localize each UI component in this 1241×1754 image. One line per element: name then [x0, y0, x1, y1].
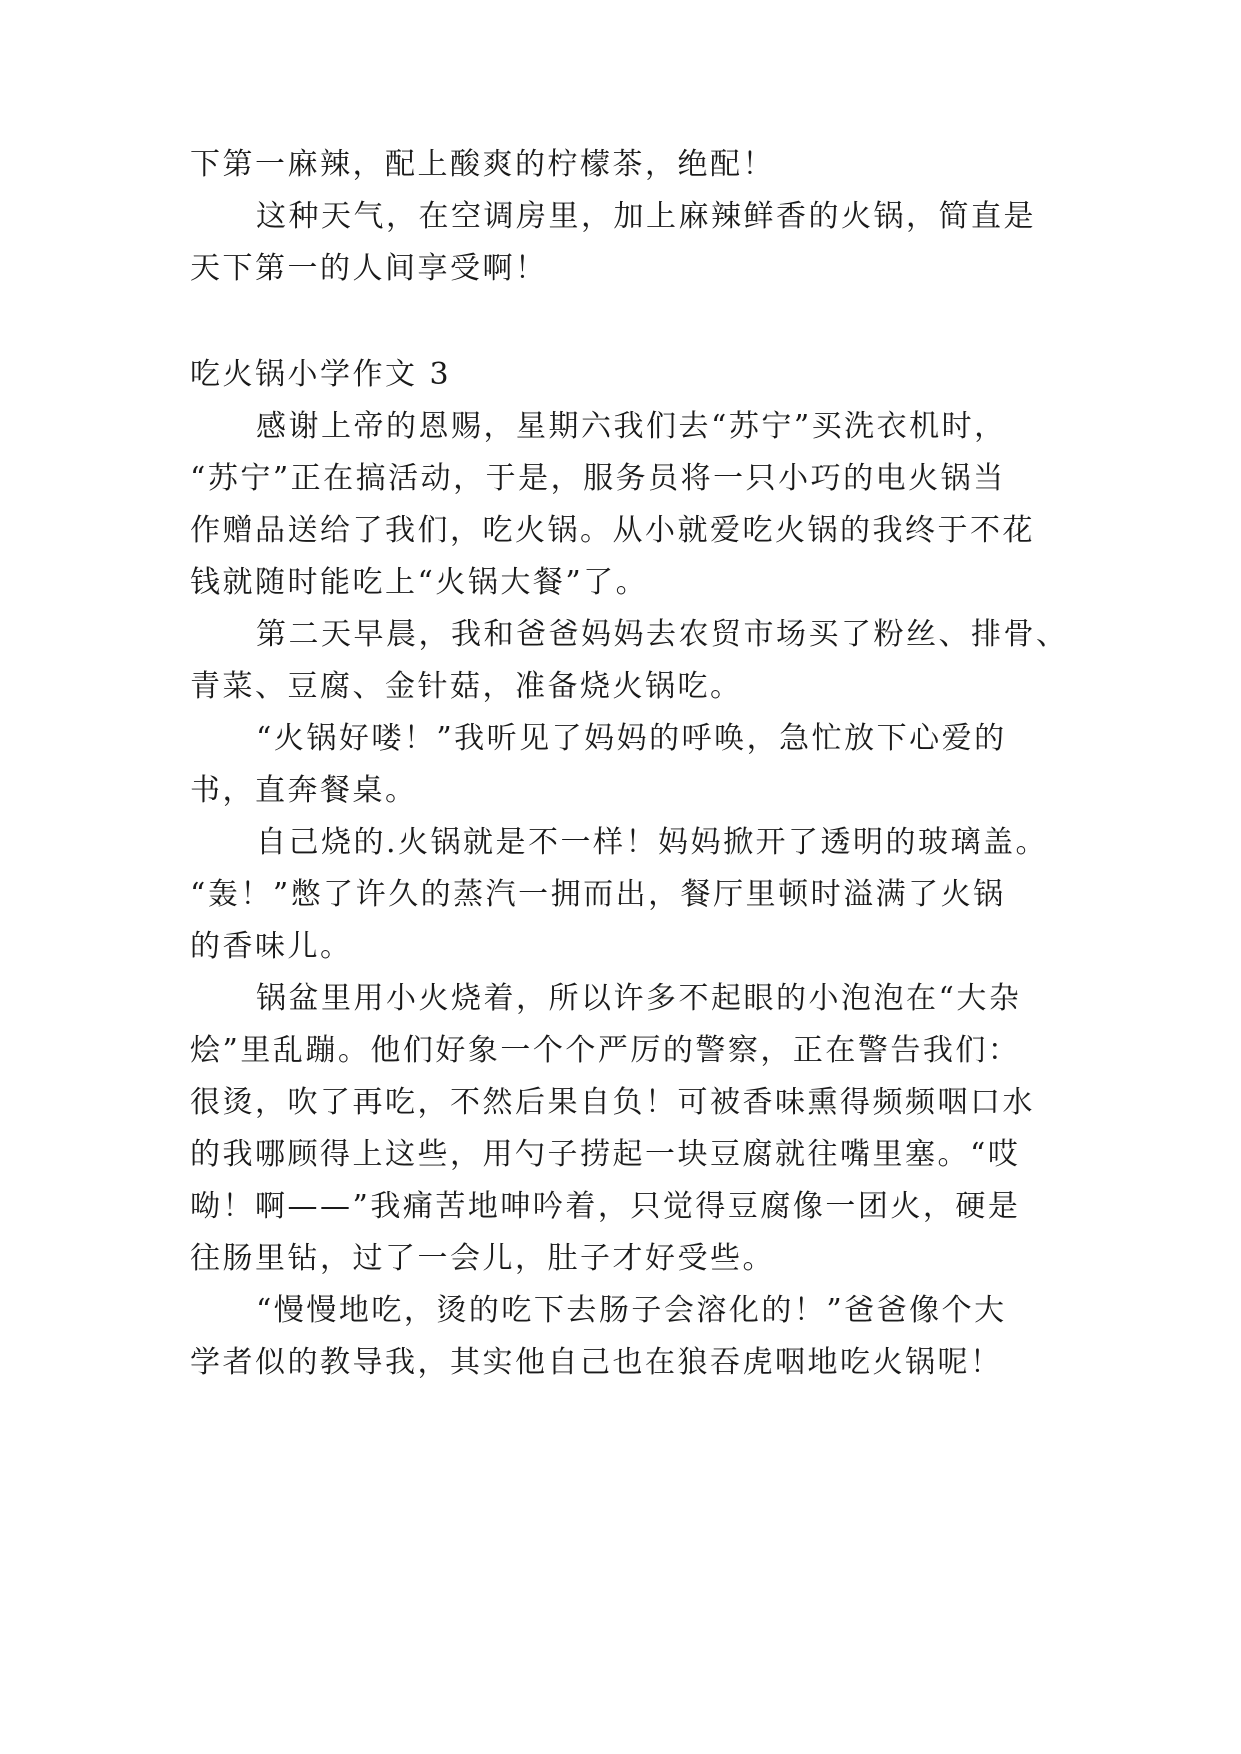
text-line: 下第一麻辣，配上酸爽的柠檬茶，绝配！	[190, 147, 775, 182]
text-line: 的我哪顾得上这些，用勺子捞起一块豆腐就往嘴里塞。“哎	[190, 1137, 1021, 1172]
paragraph-first-line: “火锅好喽！”我听见了妈妈的呼唤，急忙放下心爱的	[256, 721, 1007, 756]
text-line: “轰！”憋了许久的蒸汽一拥而出，餐厅里顿时溢满了火锅	[190, 877, 1006, 912]
text-line: 天下第一的人间享受啊！	[190, 251, 548, 286]
text-line: 作赠品送给了我们，吃火锅。从小就爱吃火锅的我终于不花	[190, 513, 1035, 548]
text-line: 烩”里乱蹦。他们好象一个个严厉的警察，正在警告我们：	[190, 1033, 1021, 1068]
text-line: 青菜、豆腐、金针菇，准备烧火锅吃。	[190, 669, 743, 704]
text-line: 很烫，吹了再吃，不然后果自负！可被香味熏得频频咽口水	[190, 1085, 1035, 1120]
text-line: 书，直奔餐桌。	[190, 773, 418, 808]
text-line: 呦！啊——”我痛苦地呻吟着，只觉得豆腐像一团火，硬是	[190, 1189, 1021, 1224]
paragraph-first-line: 自己烧的.火锅就是不一样！妈妈掀开了透明的玻璃盖。	[256, 825, 1049, 860]
paragraph-first-line: “慢慢地吃，烫的吃下去肠子会溶化的！”爸爸像个大	[256, 1293, 1007, 1328]
text-line: 学者似的教导我，其实他自己也在狼吞虎咽地吃火锅呢！	[190, 1345, 1003, 1380]
paragraph-first-line: 锅盆里用小火烧着，所以许多不起眼的小泡泡在“大杂	[256, 981, 1022, 1016]
paragraph-first-line: 这种天气，在空调房里，加上麻辣鲜香的火锅，简直是	[256, 199, 1036, 234]
text-line: 的香味儿。	[190, 929, 353, 964]
text-line: “苏宁”正在搞活动，于是，服务员将一只小巧的电火锅当	[190, 461, 1006, 496]
text-line: 往肠里钻，过了一会儿，肚子才好受些。	[190, 1241, 775, 1276]
paragraph-first-line: 感谢上帝的恩赐，星期六我们去“苏宁”买洗衣机时，	[256, 409, 1007, 444]
text-line: 钱就随时能吃上“火锅大餐”了。	[190, 565, 649, 600]
section-heading: 吃火锅小学作文 3	[190, 357, 452, 392]
paragraph-first-line: 第二天早晨，我和爸爸妈妈去农贸市场买了粉丝、排骨、	[256, 617, 1069, 652]
